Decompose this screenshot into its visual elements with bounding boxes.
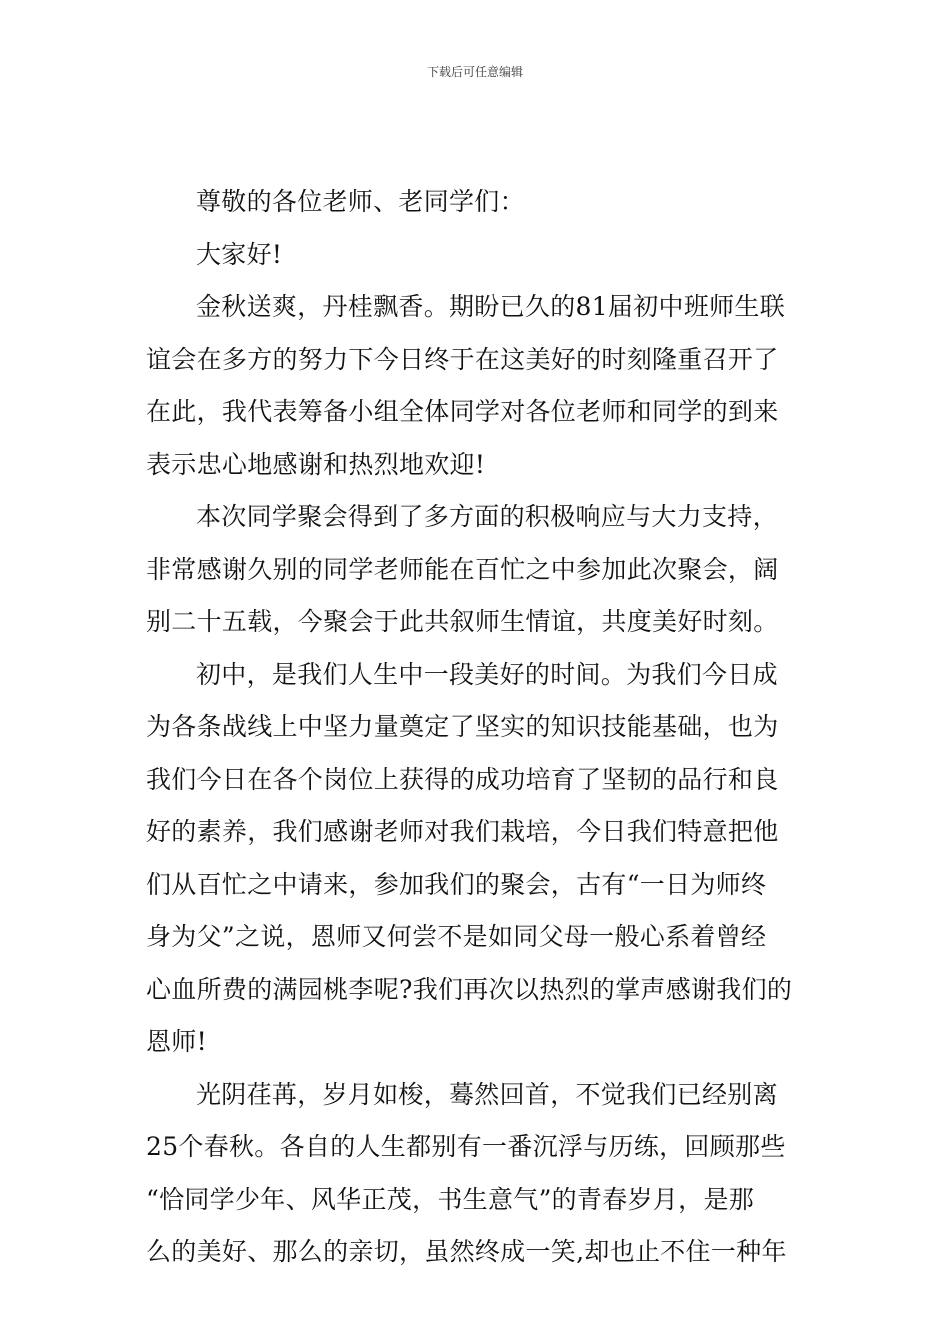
text-line: 为各条战线上中坚力量奠定了坚实的知识技能基础，也为 (146, 712, 779, 741)
text-line: 心血所费的满园桃李呢?我们再次以热烈的掌声感谢我们的 (146, 974, 793, 1004)
text-line: 金秋送爽，丹桂飘香。期盼已久的81届初中班师生联 (196, 292, 786, 321)
document-body (146, 176, 810, 1279)
text-line: 我们今日在各个岗位上获得的成功培育了坚韧的品行和良 (146, 764, 779, 794)
text-line: 大家好! (196, 239, 283, 269)
text-line: 们从百忙之中请来，参加我们的聚会，古有“一日为师终 (146, 869, 767, 899)
text-line: “恰同学少年、风华正茂，书生意气”的青春岁月，是那 (146, 1184, 755, 1214)
text-line: 谊会在多方的努力下今日终于在这美好的时刻隆重召开了 (146, 344, 779, 374)
text-line: 身为父”之说，恩师又何尝不是如同父母一般心系着曾经 (146, 922, 767, 951)
text-line: 么的美好、那么的亲切，虽然终成一笑,却也止不住一种年 (146, 1237, 787, 1266)
text-line: 恩师! (146, 1027, 207, 1056)
text-line: 初中，是我们人生中一段美好的时间。为我们今日成 (196, 659, 778, 689)
text-line: 表示忠心地感谢和热烈地欢迎! (146, 449, 486, 479)
header-note: 下载后可任意编辑 (426, 65, 523, 79)
text-line: 光阴荏苒，岁月如梭，蓦然回首，不觉我们已经别离 (196, 1079, 778, 1109)
text-line: 非常感谢久别的同学老师能在百忙之中参加此次聚会，阔 (146, 554, 779, 584)
text-line: 25个春秋。各自的人生都别有一番沉浮与历练，回顾那些 (146, 1132, 786, 1161)
text-line: 别二十五载，今聚会于此共叙师生情谊，共度美好时刻。 (146, 607, 779, 636)
text-line: 在此，我代表筹备小组全体同学对各位老师和同学的到来 (146, 397, 779, 426)
text-line: 好的素养，我们感谢老师对我们栽培，今日我们特意把他 (146, 817, 779, 846)
page-header (0, 64, 950, 80)
text-line: 本次同学聚会得到了多方面的积极响应与大力支持， (196, 502, 778, 531)
text-line: 尊敬的各位老师、老同学们： (196, 187, 525, 216)
